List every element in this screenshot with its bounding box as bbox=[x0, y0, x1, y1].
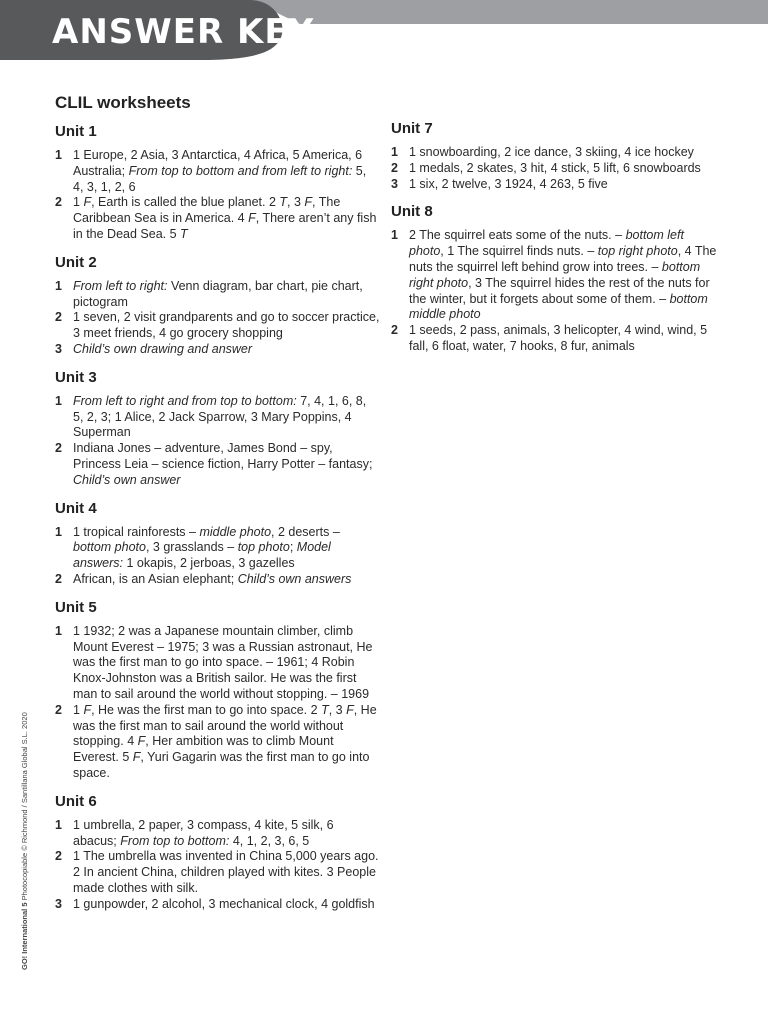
unit-block bbox=[55, 368, 380, 489]
unit-title: Unit 7 bbox=[391, 120, 433, 137]
answer-item bbox=[391, 177, 721, 193]
answer-number: 2 bbox=[55, 441, 62, 456]
answer-number: 3 bbox=[55, 896, 62, 911]
answer-number: 1 bbox=[391, 228, 398, 243]
side-credit-brand: GO! International 5 bbox=[20, 902, 29, 970]
unit-block bbox=[391, 119, 721, 192]
answer-item bbox=[391, 161, 721, 177]
answer-number: 2 bbox=[391, 160, 398, 175]
answer-text: 1 umbrella, 2 paper, 3 compass, 4 kite, 5 silk, 6 abacus; From top to bottom: 4, 1, 2, 3, 6, 5 bbox=[73, 817, 334, 848]
banner-light-stripe bbox=[250, 0, 768, 24]
answer-text: 1 Europe, 2 Asia, 3 Antarctica, 4 Africa, 5 America, 6 Australia; From top to bottom and from left to right: 5, 4, 3, 1, 2, 6 bbox=[73, 148, 367, 194]
answer-text: From left to right and from top to bottom: 7, 4, 1, 6, 8, 5, 2, 3; 1 Alice, 2 Jack Sparrow, 3 Mary Poppins, 4 Superman bbox=[73, 393, 367, 440]
answer-item bbox=[55, 572, 380, 588]
answer-number: 2 bbox=[55, 849, 62, 864]
answer-item bbox=[55, 897, 380, 913]
answer-text: 1 gunpowder, 2 alcohol, 3 mechanical clock, 4 goldfish bbox=[73, 896, 375, 911]
answer-number: 3 bbox=[391, 176, 398, 191]
answer-item bbox=[55, 148, 380, 195]
right-column bbox=[391, 119, 721, 365]
answer-item bbox=[55, 441, 380, 488]
answer-text: Indiana Jones – adventure, James Bond – spy, Princess Leia – science fiction, Harry Potter – fantasy; Child’s own answer bbox=[73, 441, 373, 487]
answer-key-title: ANSWER KEY bbox=[52, 12, 315, 52]
answer-text: 1 seven, 2 visit grandparents and go to soccer practice, 3 meet friends, 4 go grocery shopping bbox=[73, 310, 380, 341]
answer-text: 1 medals, 2 skates, 3 hit, 4 stick, 5 lift, 6 snowboards bbox=[409, 160, 701, 175]
answer-number: 1 bbox=[55, 623, 62, 638]
answer-item bbox=[55, 342, 380, 358]
answer-number: 1 bbox=[55, 278, 62, 293]
answer-text: 2 The squirrel eats some of the nuts. – bottom left photo, 1 The squirrel finds nuts. – top right photo, 4 The nuts the squirrel left behind grow into trees. – bottom right photo, 3 The squirrel hides the rest of the nuts for the winter, but it forgets about some of them. – bottom middle photo bbox=[409, 228, 717, 322]
answer-number: 1 bbox=[391, 145, 398, 159]
answer-text: 1 1932; 2 was a Japanese mountain climber, climb Mount Everest – 1975; 3 was a Russian astronaut, He was the first man to go into space. – 1961; 4 Robin Knox-Johnston was a British sailor. He was the first man to sail around the world without stopping. – 1969 bbox=[73, 623, 373, 701]
answer-number: 1 bbox=[55, 817, 62, 832]
unit-block bbox=[55, 792, 380, 913]
section-title: CLIL worksheets bbox=[55, 93, 191, 112]
unit-title: Unit 4 bbox=[55, 499, 97, 517]
answer-text: 1 F, Earth is called the blue planet. 2 T, 3 F, The Caribbean Sea is in America. 4 F, There aren’t any fish in the Dead Sea. 5 T bbox=[73, 195, 377, 241]
unit-title: Unit 2 bbox=[55, 253, 97, 271]
answer-text: From left to right: Venn diagram, bar chart, pie chart, pictogram bbox=[73, 278, 363, 309]
answer-text: 1 F, He was the first man to go into space. 2 T, 3 F, He was the first man to sail around the world without stopping. 4 F, Her ambition was to climb Mount Everest. 5 F, Yuri Gagarin was the first man to go into space. bbox=[73, 702, 377, 780]
answer-text: African, is an Asian elephant; Child’s own answers bbox=[73, 571, 352, 586]
answer-item bbox=[55, 703, 380, 782]
answer-item bbox=[55, 279, 380, 311]
answer-number: 1 bbox=[55, 524, 62, 539]
answer-item bbox=[55, 818, 380, 850]
answer-item bbox=[391, 145, 721, 161]
unit-block bbox=[55, 253, 380, 358]
unit-title: Unit 3 bbox=[55, 368, 97, 386]
answer-text: 1 snowboarding, 2 ice dance, 3 skiing, 4 ice hockey bbox=[409, 145, 694, 159]
side-credit-rest: Photocopiable © Richmond / Santillana Global S.L. 2020 bbox=[20, 712, 29, 903]
left-column bbox=[55, 122, 380, 922]
answer-number: 1 bbox=[55, 393, 62, 408]
answer-number: 2 bbox=[55, 571, 62, 586]
answer-number: 2 bbox=[55, 310, 62, 325]
unit-block bbox=[55, 122, 380, 243]
answer-item bbox=[55, 624, 380, 703]
unit-title: Unit 8 bbox=[391, 203, 433, 221]
answer-number: 2 bbox=[55, 702, 62, 717]
answer-text: 1 seeds, 2 pass, animals, 3 helicopter, 4 wind, wind, 5 fall, 6 float, water, 7 hooks, 8 fur, animals bbox=[409, 323, 708, 353]
side-credit bbox=[20, 712, 29, 970]
unit-block bbox=[55, 499, 380, 588]
answer-item bbox=[55, 525, 380, 572]
answer-item bbox=[55, 849, 380, 896]
answer-number: 1 bbox=[55, 148, 62, 162]
unit-title: Unit 6 bbox=[55, 792, 97, 810]
answer-number: 3 bbox=[55, 341, 62, 356]
answer-item bbox=[55, 394, 380, 441]
unit-block bbox=[55, 598, 380, 782]
answer-item bbox=[55, 310, 380, 342]
unit-title: Unit 1 bbox=[55, 123, 97, 140]
answer-text: 1 The umbrella was invented in China 5,000 years ago. 2 In ancient China, children played with kites. 3 People made clothes with silk. bbox=[73, 849, 379, 895]
answer-text: Child’s own drawing and answer bbox=[73, 341, 253, 356]
answer-item bbox=[55, 195, 380, 242]
unit-title: Unit 5 bbox=[55, 598, 97, 616]
answer-number: 2 bbox=[391, 323, 398, 338]
answer-text: 1 tropical rainforests – middle photo, 2 deserts – bottom photo, 3 grasslands – top photo; Model answers: 1 okapis, 2 jerboas, 3 gazelles bbox=[73, 524, 340, 571]
answer-item bbox=[391, 228, 721, 323]
answer-text: 1 six, 2 twelve, 3 1924, 4 263, 5 five bbox=[409, 176, 608, 191]
unit-block bbox=[391, 202, 721, 354]
answer-item bbox=[391, 323, 721, 355]
answer-number: 2 bbox=[55, 195, 62, 210]
